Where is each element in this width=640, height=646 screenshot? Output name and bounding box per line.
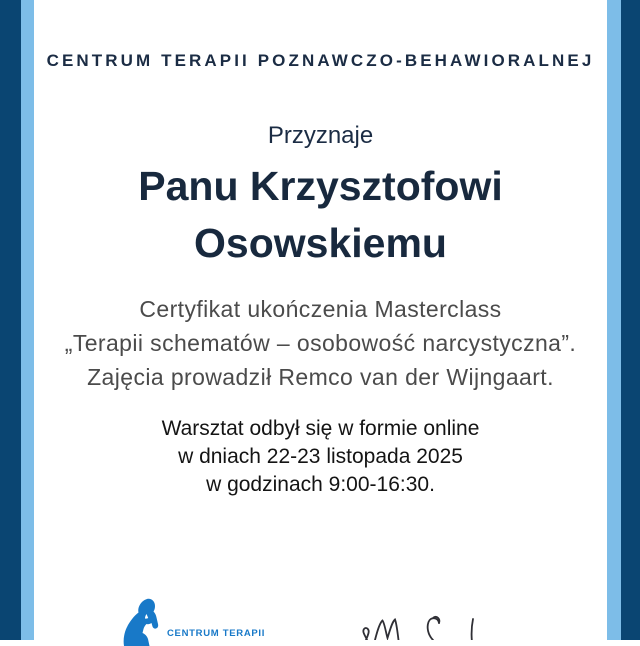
recipient-name xyxy=(34,158,607,272)
organization-title: CENTRUM TERAPII POZNAWCZO-BEHAWIORALNEJ xyxy=(46,51,595,70)
presents-label: Przyznaje xyxy=(267,122,374,149)
certificate-body xyxy=(34,0,607,640)
certificate-description xyxy=(14,292,627,394)
organization-logo xyxy=(88,598,338,640)
workshop-details xyxy=(34,415,607,499)
certificate-description-line1: Certyfikat ukończenia Masterclass xyxy=(139,296,502,322)
recipient-name-line1: Panu Krzysztofowi xyxy=(138,163,503,209)
workshop-details-line2: w dniach 22-23 listopada 2025 xyxy=(178,445,463,468)
handwritten-signature xyxy=(353,610,503,640)
workshop-details-line3: w godzinach 9:00-16:30. xyxy=(206,473,435,496)
workshop-details-line1: Warsztat odbył się w formie online xyxy=(161,417,480,440)
thinker-silhouette-icon xyxy=(122,598,166,646)
certificate-description-line2: „Terapii schematów – osobowość narcystyczna”. xyxy=(64,330,577,356)
logo-wordmark: CENTRUM TERAPII xyxy=(167,628,266,639)
recipient-name-line2: Osowskiemu xyxy=(194,220,447,266)
certificate-description-line3: Zajęcia prowadził Remco van der Wijngaart. xyxy=(87,364,554,390)
